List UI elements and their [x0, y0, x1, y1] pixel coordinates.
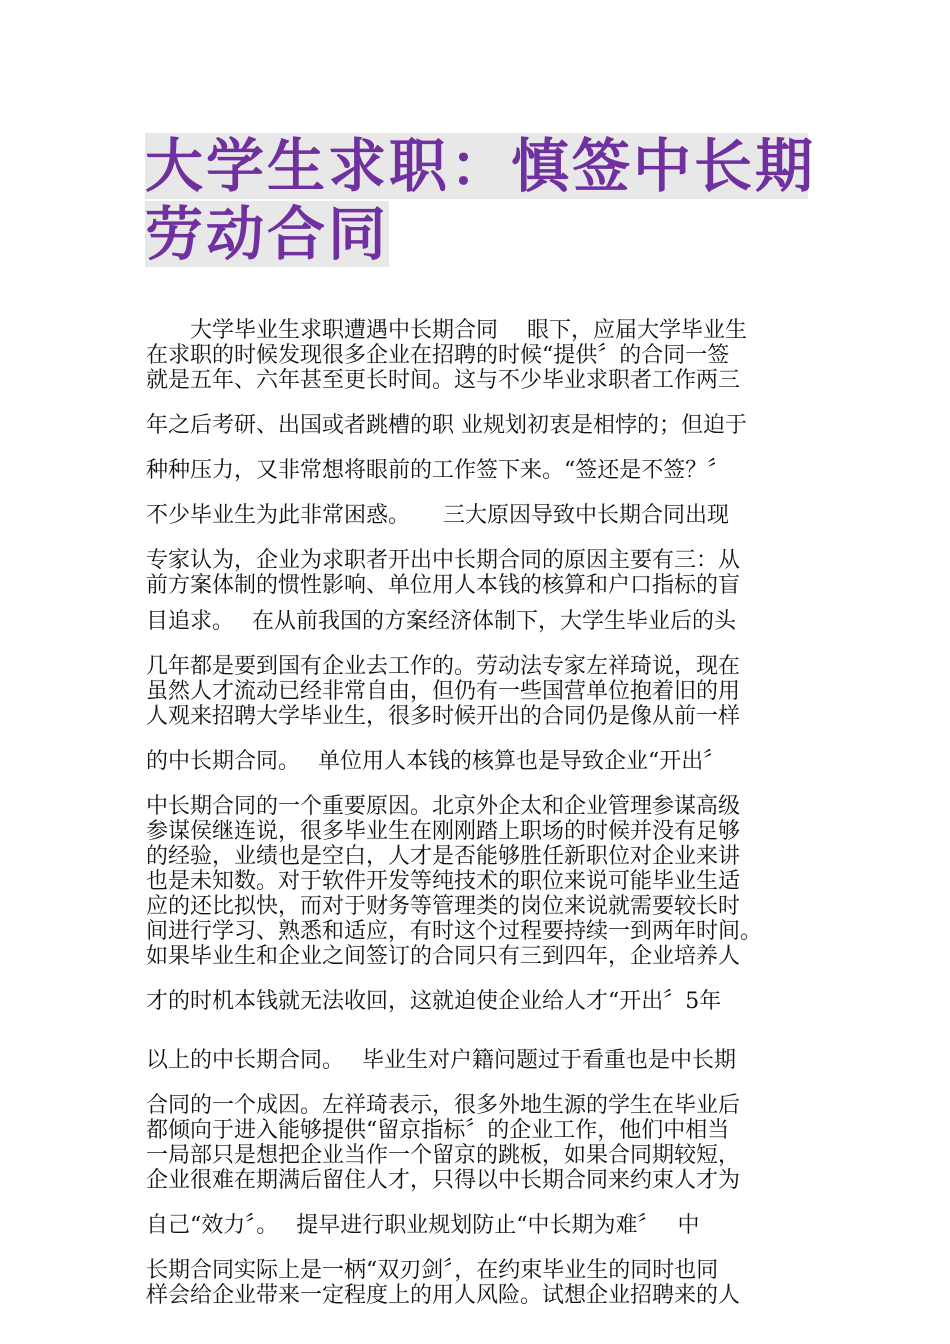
body-line: 一局部只是想把企业当作一个留京的跳板，如果合同期较短， — [146, 1143, 741, 1168]
body-line: 年之后考研、出国或者跳槽的职 业规划初衷是相悖的；但迫于 — [146, 413, 747, 438]
body-line: 虽然人才流动已经非常自由，但仍有一些国营单位抱着旧的用 — [146, 679, 741, 704]
body-line: 的经验，业绩也是空白，人才是否能够胜任新职位对企业来讲 — [146, 844, 741, 869]
body-line: 企业很难在期满后留住人才，只得以中长期合同来约束人才为 — [146, 1168, 741, 1193]
body-line: 样会给企业带来一定程度上的用人风险。试想企业招聘来的人 — [146, 1283, 741, 1308]
body-line: 前方案体制的惯性影响、单位用人本钱的核算和户口指标的盲 — [146, 573, 741, 598]
body-line: 不少毕业生为此非常困惑。 三大原因导致中长期合同出现 — [146, 503, 730, 528]
body-line: 种种压力，又非常想将眼前的工作签下来。“签还是不签？〞 — [146, 458, 730, 483]
body-line: 参谋侯继连说，很多毕业生在刚刚踏上职场的时候并没有足够 — [146, 819, 741, 844]
body-line: 自己“效力〞。 提早进行职业规划防止“中长期为难〞 中 — [146, 1213, 700, 1238]
body-line: 都倾向于进入能够提供“留京指标〞的企业工作，他们中相当 — [146, 1118, 730, 1143]
body-line: 以上的中长期合同。 毕业生对户籍问题过于看重也是中长期 — [146, 1048, 736, 1073]
body-line: 大学毕业生求职遭遇中长期合同 眼下，应届大学毕业生 — [146, 318, 747, 343]
body-line: 才的时机本钱就无法收回，这就迫使企业给人才“开出〞5年 — [146, 989, 722, 1014]
body-line: 合同的一个成因。左祥琦表示，很多外地生源的学生在毕业后 — [146, 1093, 741, 1118]
document-title — [145, 132, 817, 269]
body-line: 间进行学习、熟悉和适应，有时这个过程要持续一到两年时间。 — [146, 919, 763, 944]
body-line: 就是五年、六年甚至更长时间。这与不少毕业求职者工作两三 — [146, 368, 741, 393]
title-line-2: 劳动合同 — [145, 200, 390, 268]
article-body — [146, 318, 810, 1308]
body-line: 专家认为，企业为求职者开出中长期合同的原因主要有三：从 — [146, 548, 741, 573]
title-line-1: 大学生求职：慎签中长期 — [145, 132, 817, 200]
body-line: 长期合同实际上是一柄“双刃剑〞，在约束毕业生的同时也同 — [146, 1258, 719, 1283]
body-line: 如果毕业生和企业之间签订的合同只有三到四年，企业培养人 — [146, 944, 741, 969]
body-line: 的中长期合同。 单位用人本钱的核算也是导致企业“开出〞 — [146, 749, 726, 774]
body-line: 也是未知数。对于软件开发等纯技术的职位来说可能毕业生适 — [146, 869, 741, 894]
body-line: 中长期合同的一个重要原因。北京外企太和企业管理参谋高级 — [146, 794, 741, 819]
body-line: 应的还比拟快，而对于财务等管理类的岗位来说就需要较长时 — [146, 894, 741, 919]
body-line: 几年都是要到国有企业去工作的。劳动法专家左祥琦说，现在 — [146, 654, 741, 679]
body-line: 人观来招聘大学毕业生，很多时候开出的合同仍是像从前一样 — [146, 704, 741, 729]
body-line: 目追求。 在从前我国的方案经济体制下，大学生毕业后的头 — [146, 609, 736, 634]
body-line: 在求职的时候发现很多企业在招聘的时候“提供〞的合同一签 — [146, 343, 730, 368]
